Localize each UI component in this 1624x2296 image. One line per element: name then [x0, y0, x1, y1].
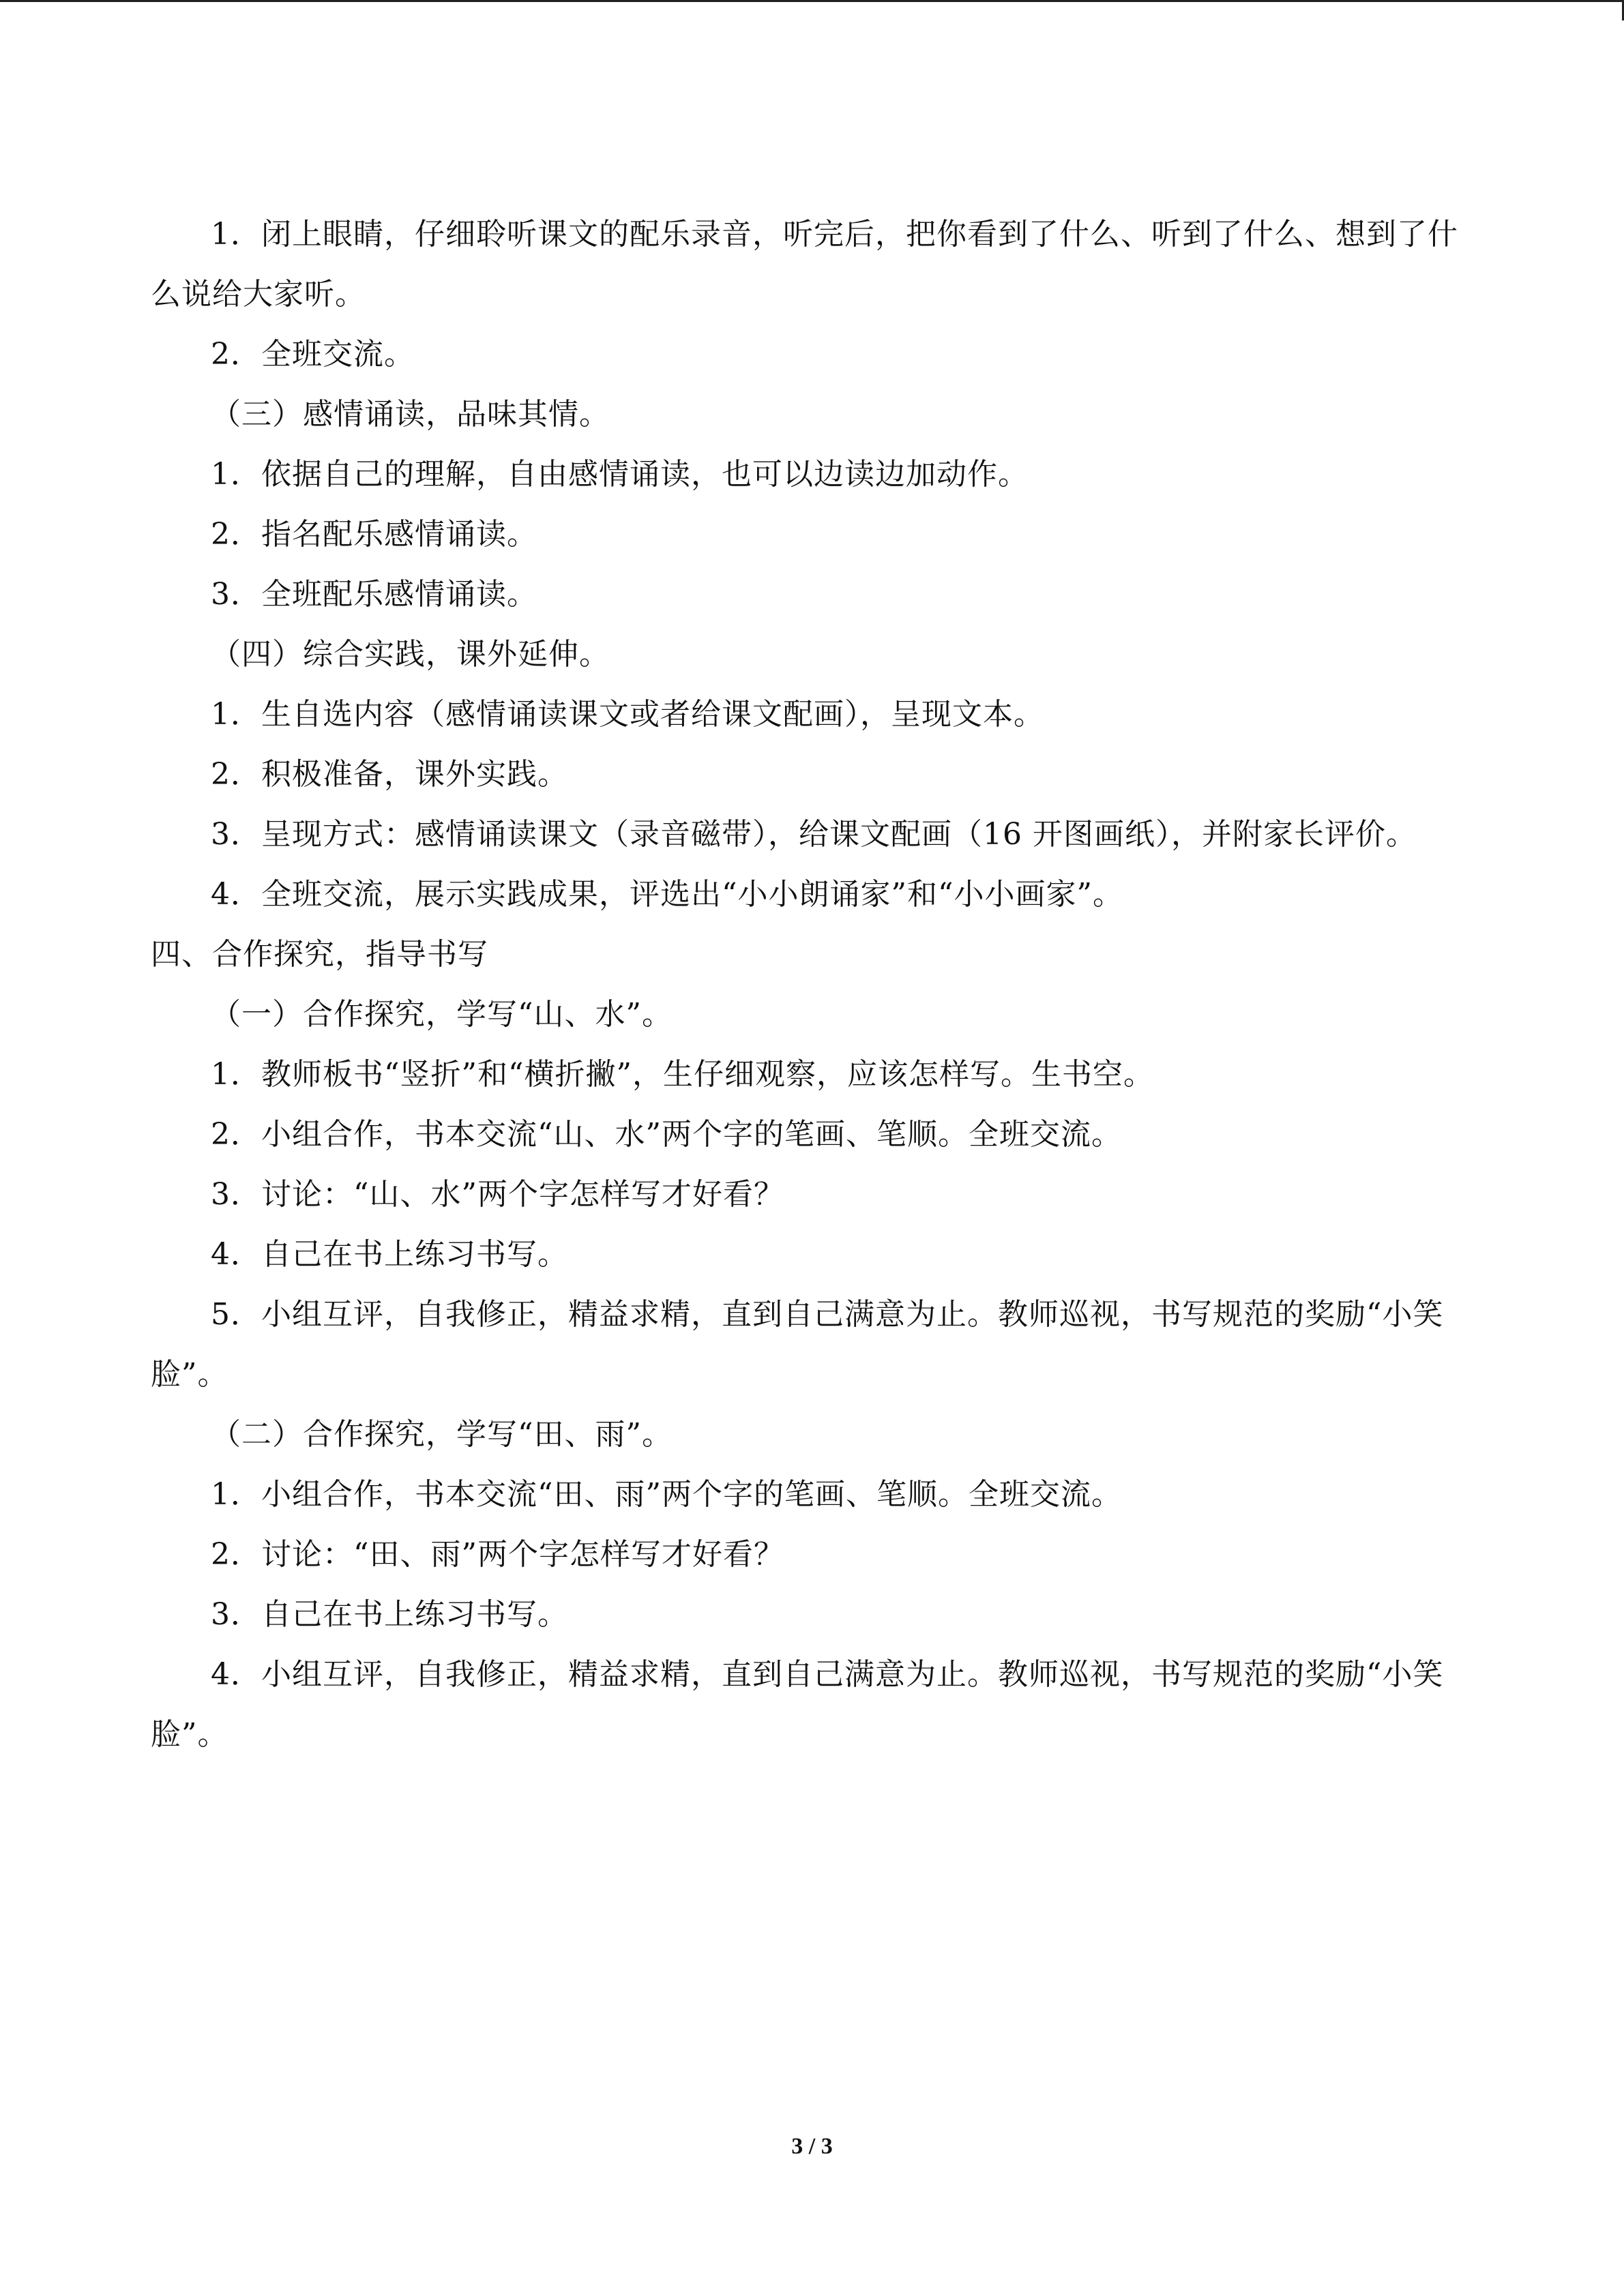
paragraph-group-cooperation-1: 2．小组合作，书本交流“山、水”两个字的笔画、笔顺。全班交流。 [211, 1117, 1122, 1152]
paragraph-presentation-method: 3．呈现方式：感情诵读课文（录音磁带），给课文配画（16 开图画纸），并附家长评价。 [211, 817, 1417, 852]
page-number: 3 / 3 [791, 2134, 833, 2159]
paragraph-named-reading: 2．指名配乐感情诵读。 [211, 517, 537, 552]
paragraph-group-cooperation-2: 1．小组合作，书本交流“田、雨”两个字的笔画、笔顺。全班交流。 [211, 1477, 1122, 1512]
paragraph-discuss-2: 2．讨论：“田、雨”两个字怎样写才好看？ [211, 1537, 784, 1572]
paragraph-practice-1: 4．自己在书上练习书写。 [211, 1237, 568, 1272]
section-heading-3: （三）感情诵读，品味其情。 [211, 397, 610, 432]
paragraph-show-results: 4．全班交流，展示实践成果，评选出“小小朗诵家”和“小小画家”。 [211, 877, 1123, 912]
paragraph-class-exchange: 2．全班交流。 [211, 337, 415, 372]
main-heading-4: 四、合作探究，指导书写 [151, 937, 488, 972]
paragraph-choose-content: 1．生自选内容（感情诵读课文或者给课文配画），呈现文本。 [211, 697, 1044, 732]
section-heading-learn-shan-shui: （一）合作探究，学写“山、水”。 [211, 997, 673, 1032]
section-heading-learn-tian-yu: （二）合作探究，学写“田、雨”。 [211, 1417, 673, 1452]
section-heading-4: （四）综合实践，课外延伸。 [211, 637, 610, 672]
page-top-border [0, 0, 1624, 2]
paragraph-peer-review-1: 5．小组互评，自我修正，精益求精，直到自己满意为止。教师巡视，书写规范的奖励“小笑脸”。 [151, 1297, 1444, 1392]
paragraph-free-reading: 1．依据自己的理解，自由感情诵读，也可以边读边加动作。 [211, 457, 1029, 492]
paragraph-listen-recording: 1．闭上眼睛，仔细聆听课文的配乐录音，听完后，把你看到了什么、听到了什么、想到了什么说给大家听。 [151, 217, 1458, 312]
paragraph-teacher-board: 1．教师板书“竖折”和“横折撇”，生仔细观察，应该怎样写。生书空。 [211, 1057, 1154, 1092]
paragraph-class-reading: 3．全班配乐感情诵读。 [211, 577, 537, 612]
paragraph-practice-2: 3．自己在书上练习书写。 [211, 1597, 568, 1632]
paragraph-prepare: 2．积极准备，课外实践。 [211, 757, 568, 792]
document-body [151, 205, 1474, 1765]
paragraph-peer-review-2: 4．小组互评，自我修正，精益求精，直到自己满意为止。教师巡视，书写规范的奖励“小笑脸”。 [151, 1657, 1444, 1752]
paragraph-discuss-1: 3．讨论：“山、水”两个字怎样写才好看？ [211, 1177, 784, 1212]
